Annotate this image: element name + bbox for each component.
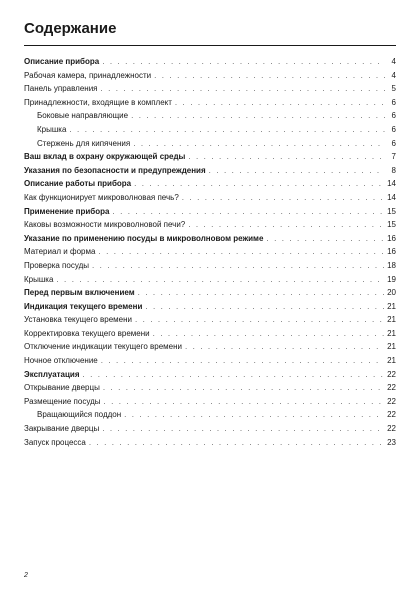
toc-entry-title: Запуск процесса <box>24 437 86 447</box>
toc-entry-page: 16 <box>387 233 396 243</box>
title-rule <box>24 45 396 46</box>
toc-entry-title: Индикация текущего времени <box>24 301 143 311</box>
dot-leader <box>134 177 384 191</box>
toc-entry[interactable] <box>24 300 396 314</box>
toc-entry-page: 6 <box>391 111 396 121</box>
dot-leader <box>188 218 384 232</box>
toc-entry-title: Открывание дверцы <box>24 383 100 393</box>
dot-leader <box>102 422 384 436</box>
toc-entry-page: 21 <box>387 328 396 338</box>
toc-entry-page: 20 <box>387 288 396 298</box>
toc-entry-page: 16 <box>387 247 396 257</box>
dot-leader <box>188 150 385 164</box>
toc-entry[interactable] <box>24 327 396 341</box>
toc-entry[interactable] <box>24 313 396 327</box>
dot-leader <box>101 82 386 96</box>
toc-entry-title: Эксплуатация <box>24 369 80 379</box>
page-title: Содержание <box>24 20 117 37</box>
toc-entry-title: Установка текущего времени <box>24 315 132 325</box>
dot-leader <box>154 69 385 83</box>
toc-entry[interactable] <box>24 436 396 450</box>
toc-entry-page: 4 <box>391 70 396 80</box>
toc-entry-title: Стержень для кипячения <box>37 138 131 148</box>
toc-entry[interactable] <box>24 150 396 164</box>
toc-entry[interactable] <box>24 245 396 259</box>
toc-entry-title: Размещение посуды <box>24 396 101 406</box>
dot-leader <box>185 340 384 354</box>
dot-leader <box>69 123 385 137</box>
toc-entry-title: Вращающийся поддон <box>37 410 122 420</box>
dot-leader <box>182 191 384 205</box>
toc-entry[interactable] <box>24 395 396 409</box>
toc-entry-page: 7 <box>391 152 396 162</box>
toc-entry[interactable] <box>24 218 396 232</box>
dot-leader <box>135 313 384 327</box>
toc-entry-page: 8 <box>391 165 396 175</box>
toc-entry-page: 6 <box>391 138 396 148</box>
toc-entry-page: 22 <box>387 369 396 379</box>
dot-leader <box>145 300 384 314</box>
toc-entry-page: 21 <box>387 356 396 366</box>
toc-entry[interactable] <box>24 123 396 137</box>
toc-entry-page: 6 <box>391 124 396 134</box>
toc-entry-page: 14 <box>387 192 396 202</box>
toc-entry-title: Описание работы прибора <box>24 179 132 189</box>
toc-entry[interactable] <box>24 354 396 368</box>
toc-entry-page: 22 <box>387 424 396 434</box>
toc-entry-page: 14 <box>387 179 396 189</box>
toc-entry[interactable] <box>24 232 396 246</box>
toc-entry[interactable] <box>24 340 396 354</box>
dot-leader <box>103 381 384 395</box>
toc-entry[interactable] <box>24 205 396 219</box>
toc-entry-page: 18 <box>387 260 396 270</box>
toc-entry[interactable] <box>24 381 396 395</box>
toc-entry[interactable] <box>24 422 396 436</box>
toc-entry[interactable] <box>24 96 396 110</box>
toc-entry[interactable] <box>24 286 396 300</box>
toc-entry-title: Рабочая камера, принадлежности <box>24 70 152 80</box>
dot-leader <box>98 245 384 259</box>
dot-leader <box>138 286 384 300</box>
toc-entry-page: 19 <box>387 274 396 284</box>
dot-leader <box>131 109 385 123</box>
dot-leader <box>112 205 384 219</box>
toc-entry-title: Корректировка текущего времени <box>24 328 150 338</box>
toc-entry-title: Применение прибора <box>24 206 110 216</box>
toc-entry[interactable] <box>24 82 396 96</box>
toc-entry-title: Ваш вклад в охрану окружающей среды <box>24 152 186 162</box>
toc-entry-page: 4 <box>391 57 396 66</box>
dot-leader <box>266 232 384 246</box>
toc-entry[interactable] <box>24 164 396 178</box>
dot-leader <box>102 55 385 69</box>
dot-leader <box>153 327 384 341</box>
toc-entry-title: Каковы возможности микроволновой печи? <box>24 220 186 230</box>
toc-entry-title: Отключение индикации текущего времени <box>24 342 182 352</box>
toc-entry-title: Панель управления <box>24 84 98 94</box>
toc-entry-title: Ночное отключение <box>24 356 98 366</box>
dot-leader <box>133 137 385 151</box>
dot-leader <box>175 96 385 110</box>
toc-entry-page: 15 <box>387 220 396 230</box>
toc-entry-page: 5 <box>391 84 396 94</box>
table-of-contents <box>24 55 396 449</box>
toc-entry-page: 6 <box>391 97 396 107</box>
toc-entry-page: 21 <box>387 342 396 352</box>
page-number: 2 <box>24 572 28 579</box>
toc-entry-title: Боковые направляющие <box>37 111 129 121</box>
toc-entry-page: 15 <box>387 206 396 216</box>
toc-entry-page: 22 <box>387 410 396 420</box>
dot-leader <box>101 354 384 368</box>
toc-entry[interactable] <box>24 69 396 83</box>
dot-leader <box>89 436 384 450</box>
dot-leader <box>92 259 384 273</box>
toc-entry[interactable] <box>24 259 396 273</box>
toc-entry[interactable] <box>24 368 396 382</box>
toc-entry-title: Описание прибора <box>24 57 100 66</box>
dot-leader <box>103 395 384 409</box>
toc-entry-title: Указания по безопасности и предупреждения <box>24 165 206 175</box>
dot-leader <box>83 368 385 382</box>
toc-entry[interactable] <box>24 109 396 123</box>
dot-leader <box>209 164 385 178</box>
toc-entry-title: Закрывание дверцы <box>24 424 100 434</box>
toc-entry-page: 22 <box>387 396 396 406</box>
toc-entry-title: Перед первым включением <box>24 288 135 298</box>
toc-entry[interactable] <box>24 177 396 191</box>
toc-entry-page: 22 <box>387 383 396 393</box>
dot-leader <box>124 408 384 422</box>
toc-entry-page: 21 <box>387 301 396 311</box>
toc-entry-page: 23 <box>387 437 396 447</box>
toc-entry-title: Материал и форма <box>24 247 96 257</box>
toc-entry-title: Проверка посуды <box>24 260 89 270</box>
toc-entry[interactable] <box>24 191 396 205</box>
toc-entry[interactable] <box>24 137 396 151</box>
toc-entry-title: Крышка <box>24 274 54 284</box>
toc-entry[interactable] <box>24 408 396 422</box>
toc-entry[interactable] <box>24 273 396 287</box>
toc-entry-title: Указание по применению посуды в микроволновом режиме <box>24 233 264 243</box>
dot-leader <box>56 273 384 287</box>
toc-entry-title: Как функционирует микроволновая печь? <box>24 192 179 202</box>
toc-entry-title: Принадлежности, входящие в комплект <box>24 97 172 107</box>
toc-entry-title: Крышка <box>37 124 67 134</box>
toc-entry[interactable] <box>24 55 396 69</box>
toc-entry-page: 21 <box>387 315 396 325</box>
